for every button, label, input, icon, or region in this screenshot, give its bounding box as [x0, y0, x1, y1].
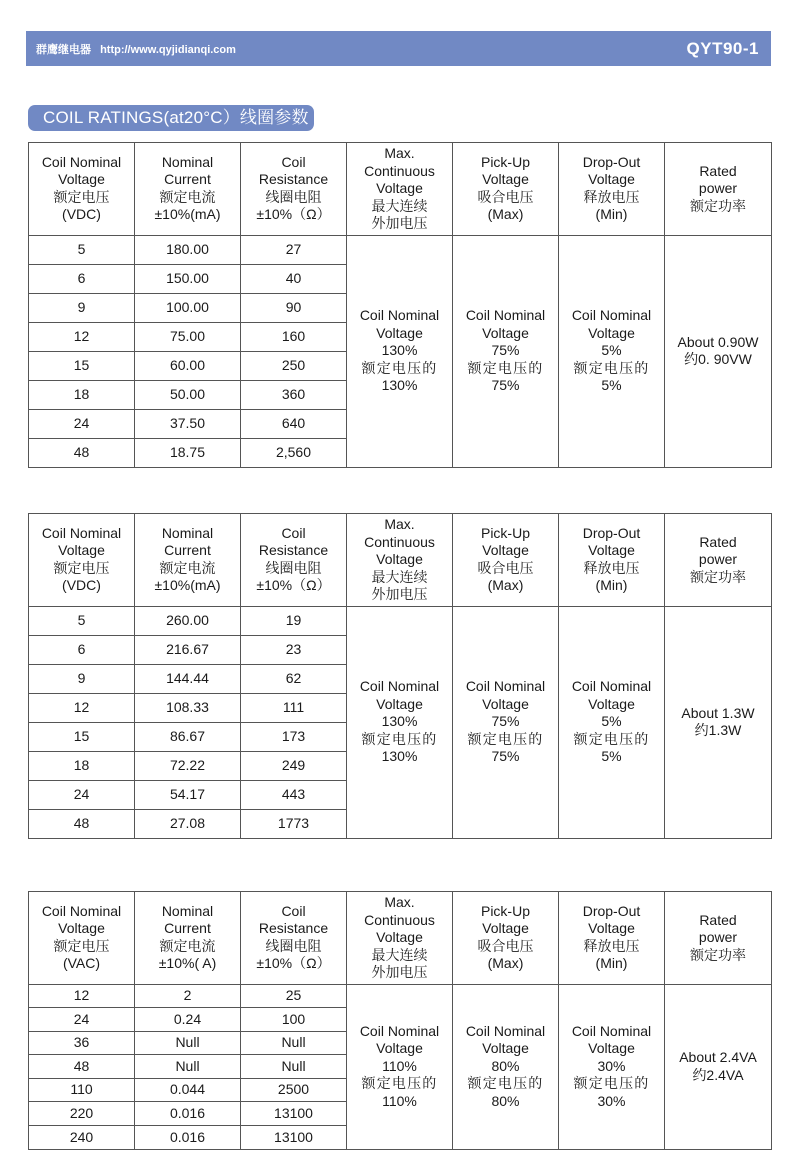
cell-resistance: 100 — [241, 1008, 347, 1032]
value-line: 额定电压的 — [573, 359, 650, 376]
header-line: Resistance — [258, 920, 329, 937]
cell-resistance: 19 — [241, 606, 347, 635]
pick-up-value — [453, 984, 559, 1149]
header-line: Drop-Out — [582, 153, 641, 170]
header-line: Current — [164, 920, 211, 937]
header-line: Voltage — [588, 171, 635, 188]
header-line: Coil — [281, 524, 306, 541]
cell-voltage: 15 — [29, 351, 135, 380]
header-line: Continuous — [364, 533, 435, 550]
header-line: Coil Nominal — [41, 902, 122, 919]
model-number: QYT90-1 — [686, 38, 759, 58]
value-line: Coil Nominal — [465, 307, 546, 324]
cell-voltage: 240 — [29, 1126, 135, 1150]
cell-current: 86.67 — [135, 722, 241, 751]
header-line: Coil Nominal — [41, 153, 122, 170]
cell-current: Null — [135, 1055, 241, 1079]
cell-resistance: 40 — [241, 264, 347, 293]
value-line: About 0.90W — [677, 333, 759, 350]
header-line: 额定电压 — [53, 559, 110, 576]
header-line: 外加电压 — [371, 964, 428, 980]
value-line: 75% — [491, 342, 520, 359]
value-line: Voltage — [376, 695, 423, 712]
header-line: 外加电压 — [371, 215, 428, 231]
cell-current: 37.50 — [135, 409, 241, 438]
header-line: Voltage — [58, 920, 105, 937]
value-line: 额定电压的 — [361, 730, 438, 747]
header-line: 额定电流 — [159, 559, 216, 576]
header-line: (Max) — [487, 206, 524, 223]
cell-voltage: 5 — [29, 606, 135, 635]
header-line: 最大连续 — [371, 946, 428, 963]
header-line: Rated — [699, 911, 737, 928]
header-line: Continuous — [364, 911, 435, 928]
cell-voltage: 24 — [29, 780, 135, 809]
website-link[interactable]: http://www.qyjidianqi.com — [100, 43, 236, 56]
header-pick-up-voltage — [453, 143, 559, 236]
cell-resistance: 2,560 — [241, 438, 347, 467]
cell-current: 50.00 — [135, 380, 241, 409]
value-line: 110% — [382, 1057, 417, 1074]
header-line: Nominal — [161, 153, 214, 170]
brand-name: 群鹰继电器 — [36, 43, 91, 56]
value-line: 5% — [601, 342, 622, 359]
value-line: Voltage — [482, 1040, 529, 1057]
cell-voltage: 48 — [29, 438, 135, 467]
cell-voltage: 48 — [29, 809, 135, 838]
value-line: Coil Nominal — [465, 1022, 546, 1039]
value-line: 30% — [597, 1092, 626, 1109]
cell-resistance: 2500 — [241, 1078, 347, 1102]
header-line: Current — [164, 542, 211, 559]
value-line: 额定电压的 — [573, 730, 650, 747]
header-nominal-current — [135, 892, 241, 985]
cell-resistance: 249 — [241, 751, 347, 780]
value-line: Voltage — [482, 324, 529, 341]
header-line: Voltage — [376, 929, 423, 945]
header-line: 线圈电阻 — [265, 937, 322, 954]
value-line: 约2.4VA — [692, 1066, 744, 1083]
header-coil-nominal-voltage — [29, 892, 135, 985]
header-line: 额定功率 — [690, 568, 746, 585]
value-line: 80% — [491, 1057, 520, 1074]
header-rated-power — [665, 892, 772, 985]
table-row — [29, 235, 772, 264]
header-line: power — [698, 551, 738, 567]
cell-current: 60.00 — [135, 351, 241, 380]
value-line: 75% — [491, 713, 520, 730]
cell-resistance: 1773 — [241, 809, 347, 838]
header-line: 额定电压 — [53, 188, 110, 205]
value-line: 130% — [381, 748, 418, 765]
cell-voltage: 12 — [29, 322, 135, 351]
header-line: 吸合电压 — [477, 559, 534, 576]
pick-up-value — [453, 235, 559, 467]
header-coil-nominal-voltage — [29, 143, 135, 236]
cell-voltage: 6 — [29, 264, 135, 293]
header-row — [29, 514, 772, 607]
drop-out-value — [559, 984, 665, 1149]
header-line: (Max) — [487, 955, 524, 972]
cell-voltage: 36 — [29, 1031, 135, 1055]
header-line: 外加电压 — [371, 586, 428, 602]
value-line: 5% — [601, 748, 622, 765]
cell-resistance: 111 — [241, 693, 347, 722]
value-line: 5% — [601, 713, 622, 730]
header-nominal-current — [135, 143, 241, 236]
cell-resistance: 13100 — [241, 1102, 347, 1126]
cell-current: 72.22 — [135, 751, 241, 780]
cell-current: 27.08 — [135, 809, 241, 838]
header-line: 线圈电阻 — [265, 188, 322, 205]
header-line: (Min) — [595, 955, 628, 972]
cell-resistance: 62 — [241, 664, 347, 693]
value-line: 额定电压的 — [573, 1075, 650, 1092]
cell-voltage: 6 — [29, 635, 135, 664]
value-line: 30% — [597, 1057, 626, 1074]
section-title: COIL RATINGS(at20°C）线圈参数（在20°C) — [28, 105, 314, 131]
header-coil-nominal-voltage — [29, 514, 135, 607]
value-line: Coil Nominal — [359, 1022, 440, 1039]
header-line: Pick-Up — [480, 153, 530, 170]
value-line: Voltage — [588, 324, 635, 341]
header-line: Voltage — [58, 171, 105, 188]
cell-resistance: 250 — [241, 351, 347, 380]
cell-resistance: 25 — [241, 984, 347, 1008]
value-line: 130% — [381, 377, 418, 394]
cell-voltage: 220 — [29, 1102, 135, 1126]
value-line: Voltage — [482, 695, 529, 712]
value-line: 额定电压的 — [467, 1075, 544, 1092]
header-row — [29, 143, 772, 236]
cell-voltage: 12 — [29, 693, 135, 722]
value-line: About 2.4VA — [679, 1049, 757, 1066]
header-line: ±10%（Ω） — [256, 955, 331, 972]
cell-resistance: 27 — [241, 235, 347, 264]
header-line: Voltage — [588, 542, 635, 559]
value-line: 130% — [381, 342, 418, 359]
header-line: Nominal — [161, 902, 214, 919]
header-line: Voltage — [376, 180, 423, 196]
header-drop-out-voltage — [559, 143, 665, 236]
header-line: 吸合电压 — [477, 188, 534, 205]
cell-current: 54.17 — [135, 780, 241, 809]
cell-current: 180.00 — [135, 235, 241, 264]
value-line: Coil Nominal — [571, 678, 652, 695]
value-line: Coil Nominal — [571, 307, 652, 324]
header-nominal-current — [135, 514, 241, 607]
max-continuous-value — [347, 984, 453, 1149]
cell-resistance: 640 — [241, 409, 347, 438]
header-line: 额定电流 — [159, 188, 216, 205]
value-line: 110% — [382, 1092, 417, 1109]
cell-voltage: 15 — [29, 722, 135, 751]
header-pick-up-voltage — [453, 514, 559, 607]
header-line: Continuous — [364, 162, 435, 179]
header-line: Resistance — [258, 171, 329, 188]
header-line: 额定电流 — [159, 937, 216, 954]
header-line: Drop-Out — [582, 524, 641, 541]
value-line: 75% — [491, 748, 520, 765]
rated-power-value — [665, 606, 772, 838]
value-line: Coil Nominal — [571, 1022, 652, 1039]
value-line: Voltage — [588, 1040, 635, 1057]
cell-current: 0.016 — [135, 1102, 241, 1126]
header-line: ±10%（Ω） — [256, 577, 331, 594]
cell-resistance: 160 — [241, 322, 347, 351]
header-rated-power — [665, 514, 772, 607]
header-line: 释放电压 — [583, 559, 640, 576]
cell-resistance: 360 — [241, 380, 347, 409]
cell-current: 216.67 — [135, 635, 241, 664]
header-line: Max. — [384, 145, 415, 161]
max-continuous-value — [347, 606, 453, 838]
value-line: Coil Nominal — [359, 307, 440, 324]
cell-voltage: 48 — [29, 1055, 135, 1079]
value-line: 额定电压的 — [361, 1075, 438, 1092]
header-drop-out-voltage — [559, 514, 665, 607]
cell-resistance: Null — [241, 1055, 347, 1079]
cell-current: 75.00 — [135, 322, 241, 351]
coil-ratings-table-ac — [28, 891, 772, 1150]
header-line: Coil Nominal — [41, 524, 122, 541]
header-line: Pick-Up — [480, 902, 530, 919]
cell-current: Null — [135, 1031, 241, 1055]
header-line: Rated — [699, 162, 737, 179]
header-line: (VAC) — [62, 955, 101, 972]
max-continuous-value — [347, 235, 453, 467]
cell-voltage: 12 — [29, 984, 135, 1008]
header-line: Current — [164, 171, 211, 188]
cell-current: 144.44 — [135, 664, 241, 693]
header-line: 额定功率 — [690, 197, 746, 214]
cell-current: 260.00 — [135, 606, 241, 635]
header-line: ±10%（Ω） — [256, 206, 331, 223]
header-line: Voltage — [482, 542, 529, 559]
cell-resistance: 90 — [241, 293, 347, 322]
cell-resistance: 443 — [241, 780, 347, 809]
value-line: Coil Nominal — [359, 678, 440, 695]
cell-resistance: 13100 — [241, 1126, 347, 1150]
header-line: (Min) — [595, 206, 628, 223]
header-line: Coil — [281, 153, 306, 170]
header-line: Rated — [699, 533, 737, 550]
cell-voltage: 110 — [29, 1078, 135, 1102]
value-line: 额定电压的 — [361, 359, 438, 376]
rated-power-value — [665, 984, 772, 1149]
header-line: Max. — [384, 516, 415, 532]
header-line: (Max) — [487, 577, 524, 594]
cell-voltage: 24 — [29, 409, 135, 438]
header-row — [29, 892, 772, 985]
value-line: Voltage — [588, 695, 635, 712]
header-line: (Min) — [595, 577, 628, 594]
header-line: power — [698, 929, 738, 945]
header-line: 最大连续 — [371, 197, 428, 214]
drop-out-value — [559, 606, 665, 838]
table-row — [29, 606, 772, 635]
header-line: Drop-Out — [582, 902, 641, 919]
cell-current: 0.24 — [135, 1008, 241, 1032]
table-row — [29, 984, 772, 1008]
header-line: 吸合电压 — [477, 937, 534, 954]
header-line: Max. — [384, 894, 415, 910]
header-line: Coil — [281, 902, 306, 919]
header-line: Voltage — [482, 920, 529, 937]
cell-current: 2 — [135, 984, 241, 1008]
cell-current: 0.016 — [135, 1126, 241, 1150]
header-line: 最大连续 — [371, 568, 428, 585]
value-line: Voltage — [376, 1040, 423, 1057]
value-line: Coil Nominal — [465, 678, 546, 695]
header-line: 额定功率 — [690, 946, 746, 963]
cell-voltage: 9 — [29, 664, 135, 693]
header-line: Voltage — [588, 920, 635, 937]
header-max-continuous-voltage — [347, 892, 453, 985]
cell-voltage: 18 — [29, 751, 135, 780]
header-line: 释放电压 — [583, 937, 640, 954]
value-line: About 1.3W — [681, 704, 755, 721]
header-pick-up-voltage — [453, 892, 559, 985]
cell-voltage: 18 — [29, 380, 135, 409]
header-line: Nominal — [161, 524, 214, 541]
cell-resistance: 23 — [241, 635, 347, 664]
value-line: 额定电压的 — [467, 359, 544, 376]
header-line: (VDC) — [62, 206, 101, 223]
value-line: 约0. 90VW — [684, 351, 752, 367]
value-line: 80% — [491, 1092, 520, 1109]
cell-current: 18.75 — [135, 438, 241, 467]
header-line: 释放电压 — [583, 188, 640, 205]
value-line: 130% — [381, 713, 418, 730]
cell-current: 108.33 — [135, 693, 241, 722]
header-line: Voltage — [58, 542, 105, 559]
header-line: Voltage — [482, 171, 529, 188]
value-line: Voltage — [376, 324, 423, 341]
header-coil-resistance — [241, 514, 347, 607]
header-coil-resistance — [241, 892, 347, 985]
cell-voltage: 9 — [29, 293, 135, 322]
coil-ratings-table-dc-2 — [28, 513, 772, 839]
header-coil-resistance — [241, 143, 347, 236]
header-line: (VDC) — [62, 577, 101, 594]
header-line: ±10%(mA) — [154, 577, 221, 594]
header-line: Voltage — [376, 551, 423, 567]
cell-current: 100.00 — [135, 293, 241, 322]
value-line: 约1.3W — [694, 722, 742, 738]
header-line: power — [698, 180, 738, 196]
header-line: 额定电压 — [53, 937, 110, 954]
cell-current: 150.00 — [135, 264, 241, 293]
cell-resistance: Null — [241, 1031, 347, 1055]
cell-resistance: 173 — [241, 722, 347, 751]
header-brand-url — [36, 41, 236, 57]
cell-voltage: 24 — [29, 1008, 135, 1032]
header-line: 线圈电阻 — [265, 559, 322, 576]
value-line: 额定电压的 — [467, 730, 544, 747]
header-line: Pick-Up — [480, 524, 530, 541]
header-max-continuous-voltage — [347, 514, 453, 607]
header-line: Resistance — [258, 542, 329, 559]
value-line: 75% — [491, 377, 520, 394]
cell-current: 0.044 — [135, 1078, 241, 1102]
pick-up-value — [453, 606, 559, 838]
drop-out-value — [559, 235, 665, 467]
rated-power-value — [665, 235, 772, 467]
value-line: 5% — [601, 377, 622, 394]
cell-voltage: 5 — [29, 235, 135, 264]
coil-ratings-table-dc-1 — [28, 142, 772, 468]
header-line: ±10%(mA) — [154, 206, 221, 223]
header-line: ±10%( A) — [158, 955, 217, 972]
header-rated-power — [665, 143, 772, 236]
header-drop-out-voltage — [559, 892, 665, 985]
header-max-continuous-voltage — [347, 143, 453, 236]
header-bar — [26, 31, 771, 66]
